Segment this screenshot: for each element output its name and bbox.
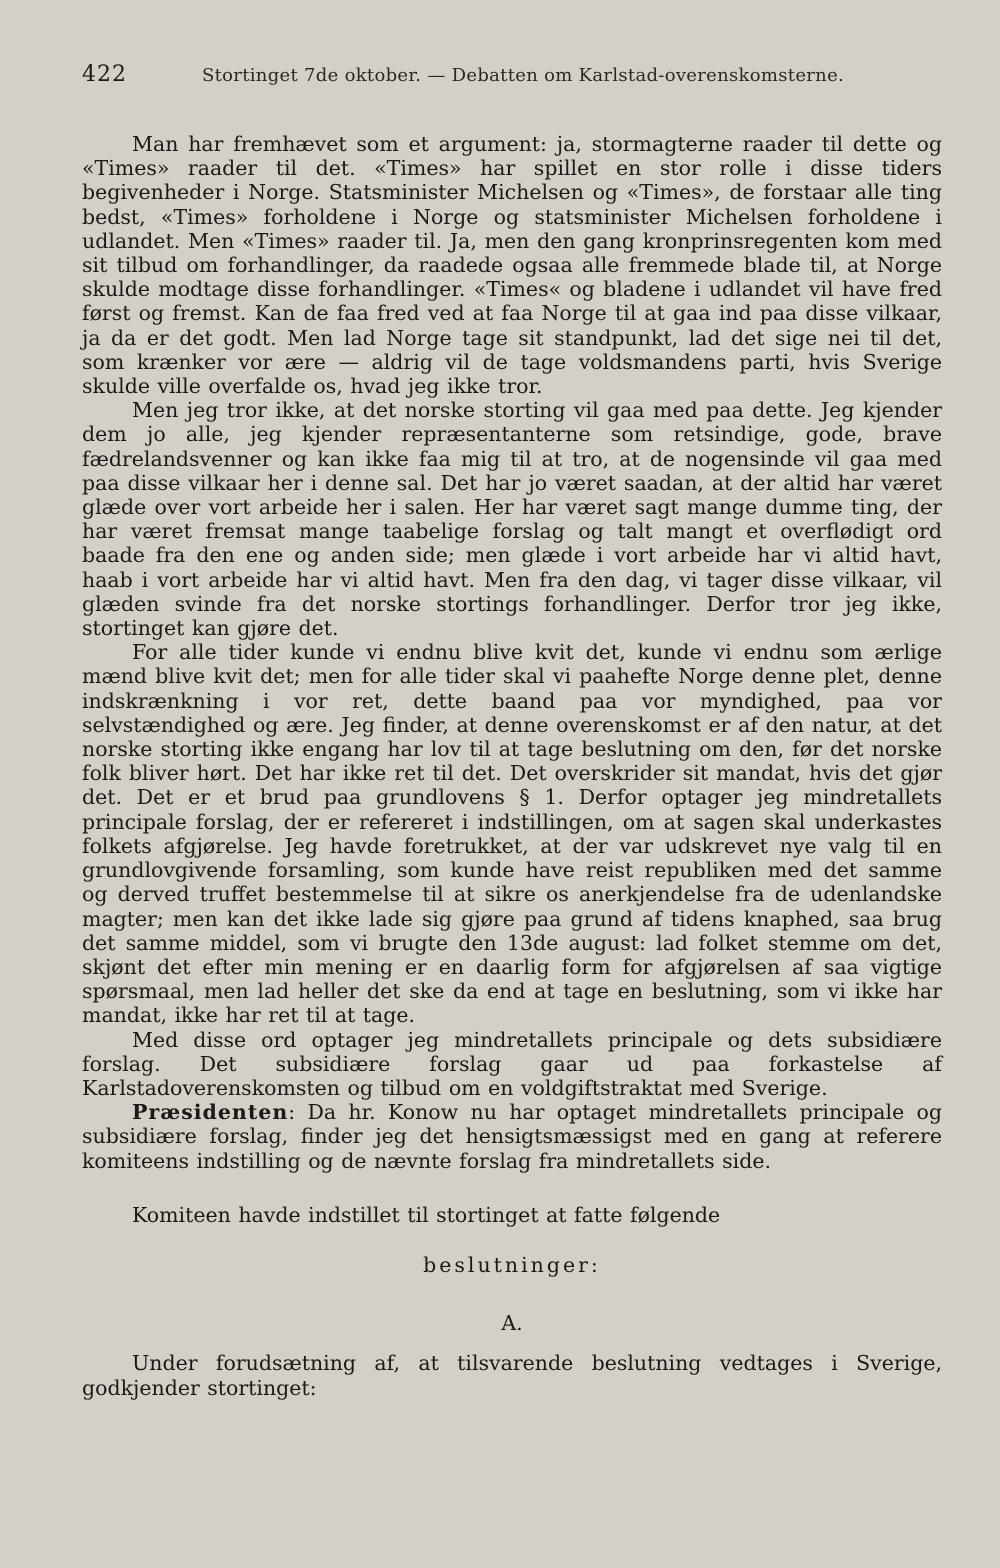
resolution-heading: beslutninger:: [423, 1252, 601, 1277]
page-number: 422: [82, 62, 127, 87]
president-statement: [82, 1100, 942, 1173]
speaker-name: Præsidenten: [132, 1100, 289, 1125]
body-text: [82, 132, 942, 1400]
paragraph: Men jeg tror ikke, at det norske storting vil gaa med paa dette. Jeg kjender dem jo alle, jeg kjender repræsentanterne som retsindige, gode, brave fædrelandsvenner og kan ikke faa mig til at tro, at de nogensinde vil gaa med paa disse vilkaar her i denne sal. Det har jo været saadan, at der altid har været glæde over vort arbeide her i salen. Her har været sagt mange dumme ting, der har været fremsat mange taabelige forslag og talt mangt et overflødigt ord baade fra den ene og anden side; men glæde i vort arbeide har vi altid havt, haab i vort arbeide har vi altid havt. Men fra den dag, vi tager disse vilkaar, vil glæden svinde fra det norske stortings forhandlinger. Derfor tror jeg ikke, stortinget kan gjøre det.: [82, 398, 942, 641]
speaker-separator: :: [288, 1100, 296, 1125]
paragraph: Man har fremhævet som et argument: ja, stormagterne raader til dette og «Times» raader til det. «Times» har spillet en stor rolle i disse tiders begivenheder i Norge. Statsminister Michelsen og «Times», de forstaar alle ting bedst, «Times» forholdene i Norge og statsminister Michelsen forholdene i udlandet. Men «Times» raader til. Ja, men den gang kronprinsregenten kom med sit tilbud om forhandlinger, da raadede ogsaa alle fremmede blade til, at Norge skulde modtage disse forhandlinger. «Times« og bladene i udlandet vil have fred først og fremst. Kan de faa fred ved at faa Norge til at gaa ind paa disse vilkaar, ja da er det godt. Men lad Norge tage sit standpunkt, lad det sige nei til det, som krænker vor ære — aldrig vil de tage voldsmandens parti, hvis Sverige skulde ville overfalde os, hvad jeg ikke tror.: [82, 132, 942, 399]
running-title: Stortinget 7de oktober. — Debatten om Karlstad-overenskomsterne.: [202, 65, 845, 86]
running-header: [82, 62, 942, 102]
section-letter: A.: [501, 1311, 523, 1336]
paragraph: Med disse ord optager jeg mindretallets principale og dets subsidiære forslag. Det subsidiære forslag gaar ud paa forkastelse af Karlstadoverenskomsten og tilbud om en voldgiftstraktat med Sverige.: [82, 1027, 942, 1100]
paragraph: For alle tider kunde vi endnu blive kvit det, kunde vi endnu som ærlige mænd blive kvit det; men for alle tider skal vi paahefte Norge denne plet, denne indskrænkning i vor ret, dette baand paa vor myndighed, paa vor selvstændighed og ære. Jeg finder, at denne overenskomst er af den natur, at det norske storting ikke engang har lov til at tage beslutning om den, før det norske folk bliver hørt. Det har ikke ret til det. Det overskrider sit mandat, hvis det gjør det. Det er et brud paa grundlovens § 1. Derfor optager jeg mindretallets principale forslag, der er refereret i indstillingen, om at sagen skal underkastes folkets afgjørelse. Jeg havde foretrukket, at der var udskrevet nye valg til en grundlovgivende forsamling, som kunde have reist republiken med det samme og derved truffet bestemmelse til at sikre os anerkjendelse fra de udenlandske magter; men kan det ikke lade sig gjøre paa grund af tidens knaphed, saa brug det samme middel, som vi brugte den 13de august: lad folket stemme om det, skjønt det efter min mening er en daarlig form for afgjørelsen af saa vigtige spørsmaal, men lad heller det ske da end at tage en beslutning, som vi ikke har mandat, ikke har ret til at tage.: [82, 640, 942, 1028]
resolution-intro: Komiteen havde indstillet til stortinget at fatte følgende: [132, 1202, 721, 1227]
president-text: Da hr. Konow nu har optaget mindretallets principale og subsidiære forslag, finder jeg det hensigtsmæssigst med en gang at referere komiteens indstilling og de nævnte forslag fra mindretallets side.: [82, 1100, 942, 1173]
resolution-text: Under forudsætning af, at tilsvarende beslutning vedtages i Sverige, godkjender stortinget:: [82, 1351, 942, 1400]
